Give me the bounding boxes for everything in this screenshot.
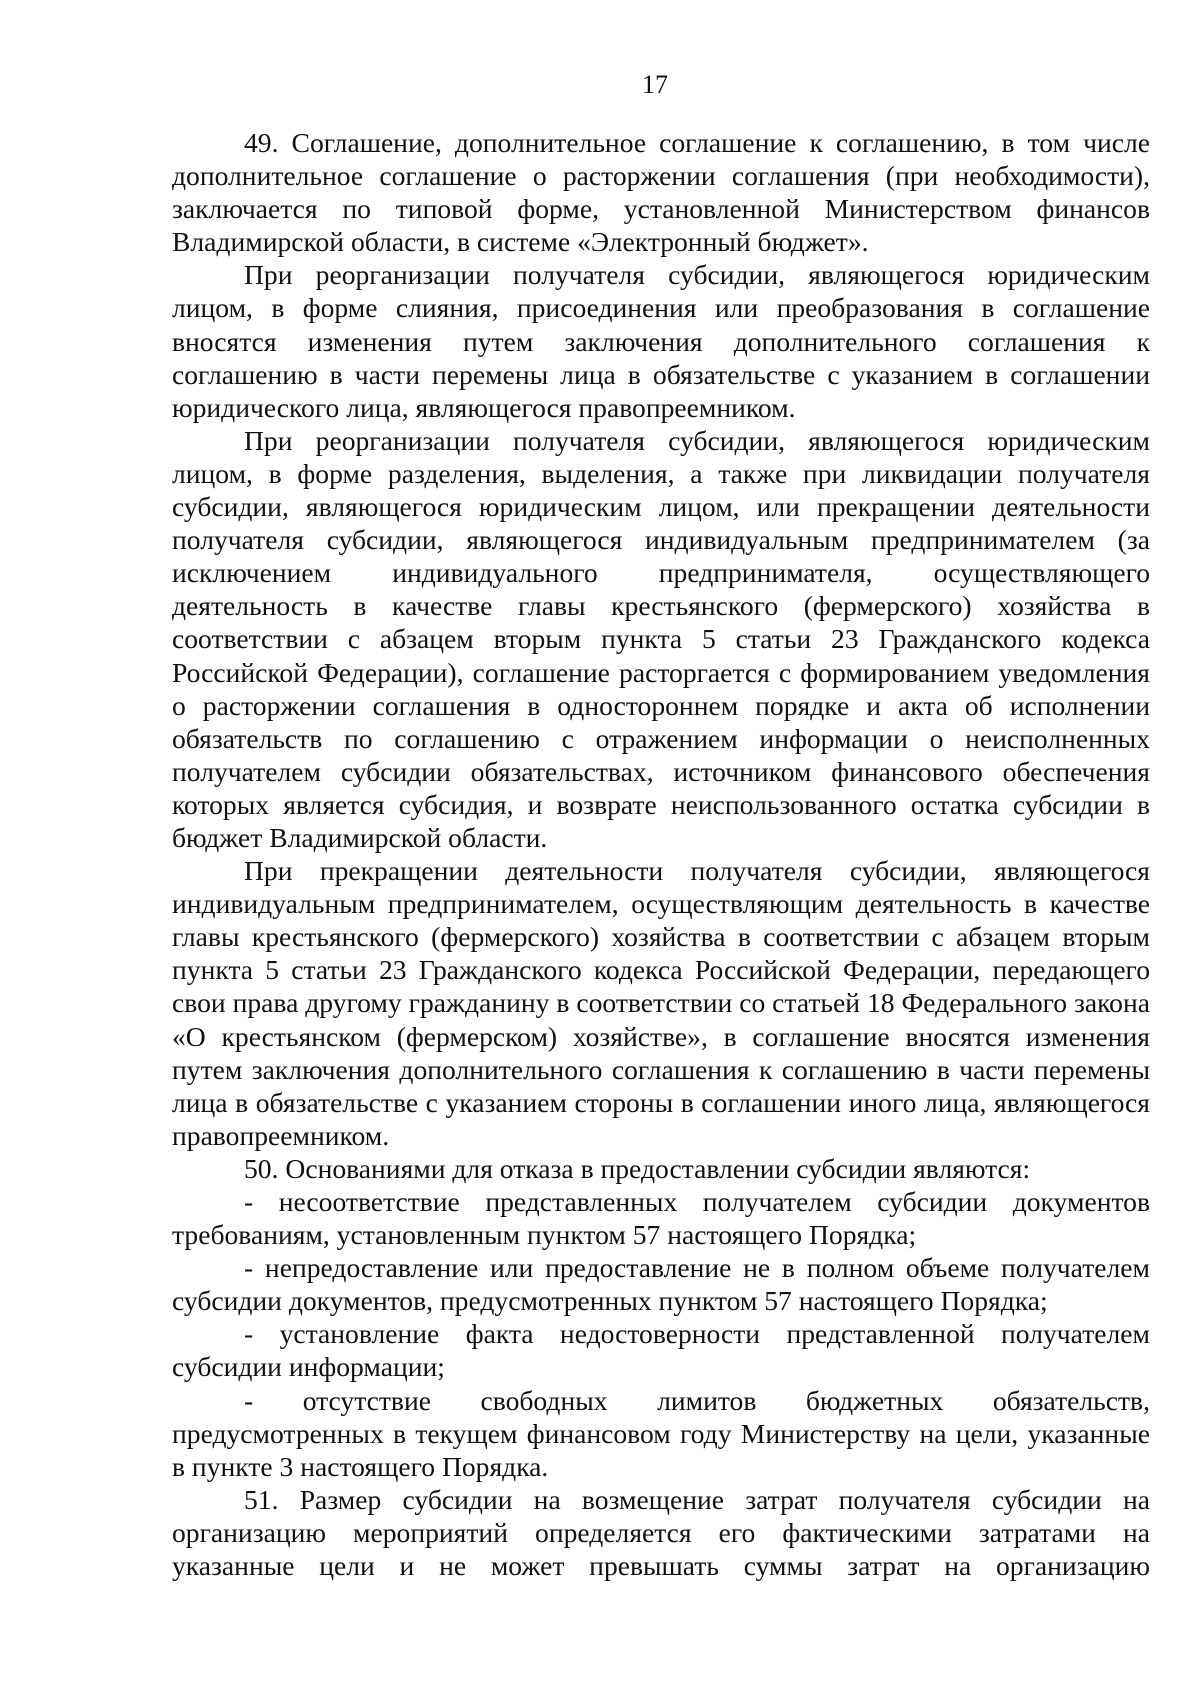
paragraph-farm-termination: При прекращении деятельности получателя субсидии, являющегося индивидуальным предпринимателем, осуществляющим деятельность в качестве главы крестьянского (фермерского) хозяйства в соответствии с абзацем вторым пункта 5 статьи 23 Гражданского кодекса Российской Федерации, передающего свои права другому гражданину в соответствии со статьей 18 Федерального закона «О крестьянском (фермерском) хозяйстве», в соглашение вносятся изменения путем заключения дополнительного соглашения к соглашению в части перемены лица в обязательстве с указанием стороны в соглашении иного лица, являющегося правопреемником. — [172, 855, 1150, 1151]
paragraph-49: 49. Соглашение, дополнительное соглашение к соглашению, в том числе дополнительное соглашение о расторжении соглашения (при необходимости), заключается по типовой форме, установленной Министерством финансов Владимирской области, в системе «Электронный бюджет». — [172, 127, 1150, 258]
paragraph-reorganization-merger: При реорганизации получателя субсидии, являющегося юридическим лицом, в форме слияния, присоединения или преобразования в соглашение вносятся изменения путем заключения дополнительного соглашения к соглашению в части перемены лица в обязательстве с указанием в соглашении юридического лица, являющегося правопреемником. — [172, 259, 1150, 423]
list-item-documents-missing: - непредоставление или предоставление не в полном объеме получателем субсидии документов, предусмотренных пунктом 57 настоящего Порядка; — [172, 1252, 1150, 1317]
paragraph-50: 50. Основаниями для отказа в предоставлении субсидии являются: — [244, 1152, 1031, 1184]
paragraph-reorganization-division: При реорганизации получателя субсидии, являющегося юридическим лицом, в форме разделения, выделения, а также при ликвидации получателя субсидии, являющегося юридическим лицом, или прекращении деятельности получателя субсидии, являющегося индивидуальным предпринимателем (за исключением индивидуального предпринимателя, осуществляющего деятельность в качестве главы крестьянского (фермерского) хозяйства в соответствии с абзацем вторым пункта 5 статьи 23 Гражданского кодекса Российской Федерации), соглашение расторгается с формированием уведомления о расторжении соглашения в одностороннем порядке и акта об исполнении обязательств по соглашению с отражением информации о неисполненных получателем субсидии обязательствах, источником финансового обеспечения которых является субсидия, и возврате неиспользованного остатка субсидии в бюджет Владимирской области. — [172, 424, 1150, 853]
list-item-documents-mismatch: - несоответствие представленных получателем субсидии документов требованиям, установленным пунктом 57 настоящего Порядка; — [172, 1186, 1150, 1251]
document-body — [172, 126, 1150, 1582]
list-item-false-information: - установление факта недостоверности представленной получателем субсидии информации; — [172, 1318, 1150, 1383]
list-item-no-limits: - отсутствие свободных лимитов бюджетных обязательств, предусмотренных в текущем финансовом году Министерству на цели, указанные в пункте 3 настоящего Порядка. — [172, 1384, 1150, 1482]
paragraph-51: 51. Размер субсидии на возмещение затрат получателя субсидии на организацию мероприятий определяется его фактическими затратами на указанные цели и не может превышать суммы затрат на организацию — [172, 1483, 1150, 1582]
page-number: 17 — [642, 70, 668, 99]
